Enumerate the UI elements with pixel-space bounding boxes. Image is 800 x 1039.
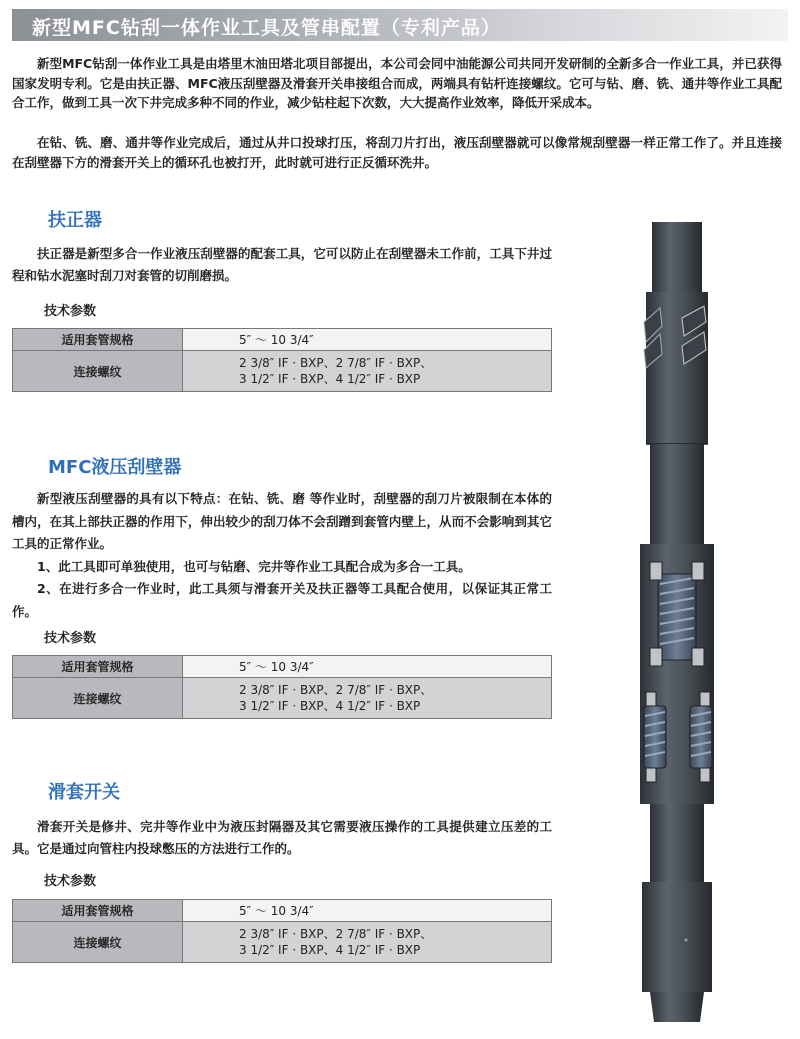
page-title: 新型MFC钻刮一体作业工具及管串配置（专利产品） xyxy=(32,17,501,39)
table-row xyxy=(13,922,552,963)
table-row xyxy=(13,351,552,392)
thread-label: 连接螺纹 xyxy=(13,922,183,963)
circulation-hole xyxy=(685,939,688,942)
table-row xyxy=(13,656,552,678)
section-title-centralizer: 扶正器 xyxy=(48,210,102,231)
intro-paragraph-1: 新型MFC钻刮一体作业工具是由塔里木油田塔北项目部提出，本公司会同中油能源公司共同开发研制的全新多合一作业工具，并已获得国家发明专利。它是由扶正器、MFC液压刮壁器及滑套开关串接组合而成，两端具有钻杆连接螺纹。它可与钻、磨、铣、通井等作业工具配合工作，做到工具一次下井完成多种不同的作业，减少钻柱起下次数，大大提高作业效率，降低开采成本。 xyxy=(12,56,782,110)
thread-value-line2: 3 1/2″ IF · BXP、4 1/2″ IF · BXP xyxy=(239,699,421,713)
thread-value xyxy=(183,678,552,719)
section-desc-sliding-sleeve xyxy=(12,816,552,860)
desc-paragraph: 2、在进行多合一作业时，此工具须与滑套开关及扶正器等工具配合使用，以保证其正常工作。 xyxy=(12,581,552,619)
section-desc-centralizer xyxy=(12,243,552,287)
spec-table-scraper xyxy=(12,655,552,719)
casing-spec-value: 5″ ～ 10 3/4″ xyxy=(183,656,552,678)
thread-value-line1: 2 3/8″ IF · BXP、2 7/8″ IF · BXP、 xyxy=(239,927,433,941)
spec-table-sliding-sleeve xyxy=(12,899,552,963)
desc-paragraph: 1、此工具即可单独使用，也可与钻磨、完井等作业工具配合成为多合一工具。 xyxy=(37,558,471,574)
thread-value xyxy=(183,351,552,392)
scraper-upper-block xyxy=(650,562,704,666)
section-desc-scraper xyxy=(12,488,552,623)
page-banner xyxy=(12,9,788,41)
casing-spec-value: 5″ ～ 10 3/4″ xyxy=(183,329,552,351)
table-row xyxy=(13,678,552,719)
lower-pipe xyxy=(650,804,704,882)
table-row xyxy=(13,329,552,351)
thread-value-line1: 2 3/8″ IF · BXP、2 7/8″ IF · BXP、 xyxy=(239,356,433,370)
casing-spec-label: 适用套管规格 xyxy=(13,656,183,678)
intro-paragraph-2: 在钻、铣、磨、通井等作业完成后，通过从井口投球打压，将刮刀片打出，液压刮壁器就可以像常规刮壁器一样正常工作了。并且连接在刮壁器下方的滑套开关上的循环孔也被打开，此时就可进行正反循环洗井。 xyxy=(12,135,782,170)
thread-value xyxy=(183,922,552,963)
table-row xyxy=(13,900,552,922)
casing-spec-value: 5″ ～ 10 3/4″ xyxy=(183,900,552,922)
desc-paragraph: 滑套开关是修井、完井等作业中为液压封隔器及其它需要液压操作的工具提供建立压差的工具。它是通过向管柱内投球憋压的方法进行工作的。 xyxy=(12,819,552,856)
params-title-scraper: 技术参数 xyxy=(44,631,97,646)
thread-label: 连接螺纹 xyxy=(13,351,183,392)
params-title-sliding-sleeve: 技术参数 xyxy=(44,874,97,889)
sliding-sleeve-body xyxy=(642,882,712,992)
thread-value-line2: 3 1/2″ IF · BXP、4 1/2″ IF · BXP xyxy=(239,943,421,957)
thread-value-line2: 3 1/2″ IF · BXP、4 1/2″ IF · BXP xyxy=(239,372,421,386)
spec-table-centralizer xyxy=(12,328,552,392)
thread-value-line1: 2 3/8″ IF · BXP、2 7/8″ IF · BXP、 xyxy=(239,683,433,697)
casing-spec-label: 适用套管规格 xyxy=(13,329,183,351)
casing-spec-label: 适用套管规格 xyxy=(13,900,183,922)
section-title-sliding-sleeve: 滑套开关 xyxy=(48,782,120,803)
top-pipe xyxy=(652,222,702,292)
section-title-scraper: MFC液压刮壁器 xyxy=(48,457,182,478)
tool-string-illustration xyxy=(630,222,730,1022)
bottom-pin xyxy=(650,992,704,1022)
thread-label: 连接螺纹 xyxy=(13,678,183,719)
desc-paragraph: 扶正器是新型多合一作业液压刮壁器的配套工具，它可以防止在刮壁器未工作前，工具下井过程和钻水泥塞时刮刀对套管的切削磨损。 xyxy=(12,246,552,283)
middle-pipe xyxy=(650,444,704,544)
desc-paragraph: 新型液压刮壁器的具有以下特点：在钻、铣、磨 等作业时，刮壁器的刮刀片被限制在本体的槽内，在其上部扶正器的作用下，伸出较少的刮刀体不会刮蹭到套管内壁上，从而不会影响到其它工具的正常作业。 xyxy=(12,491,552,551)
params-title-centralizer: 技术参数 xyxy=(44,304,97,319)
